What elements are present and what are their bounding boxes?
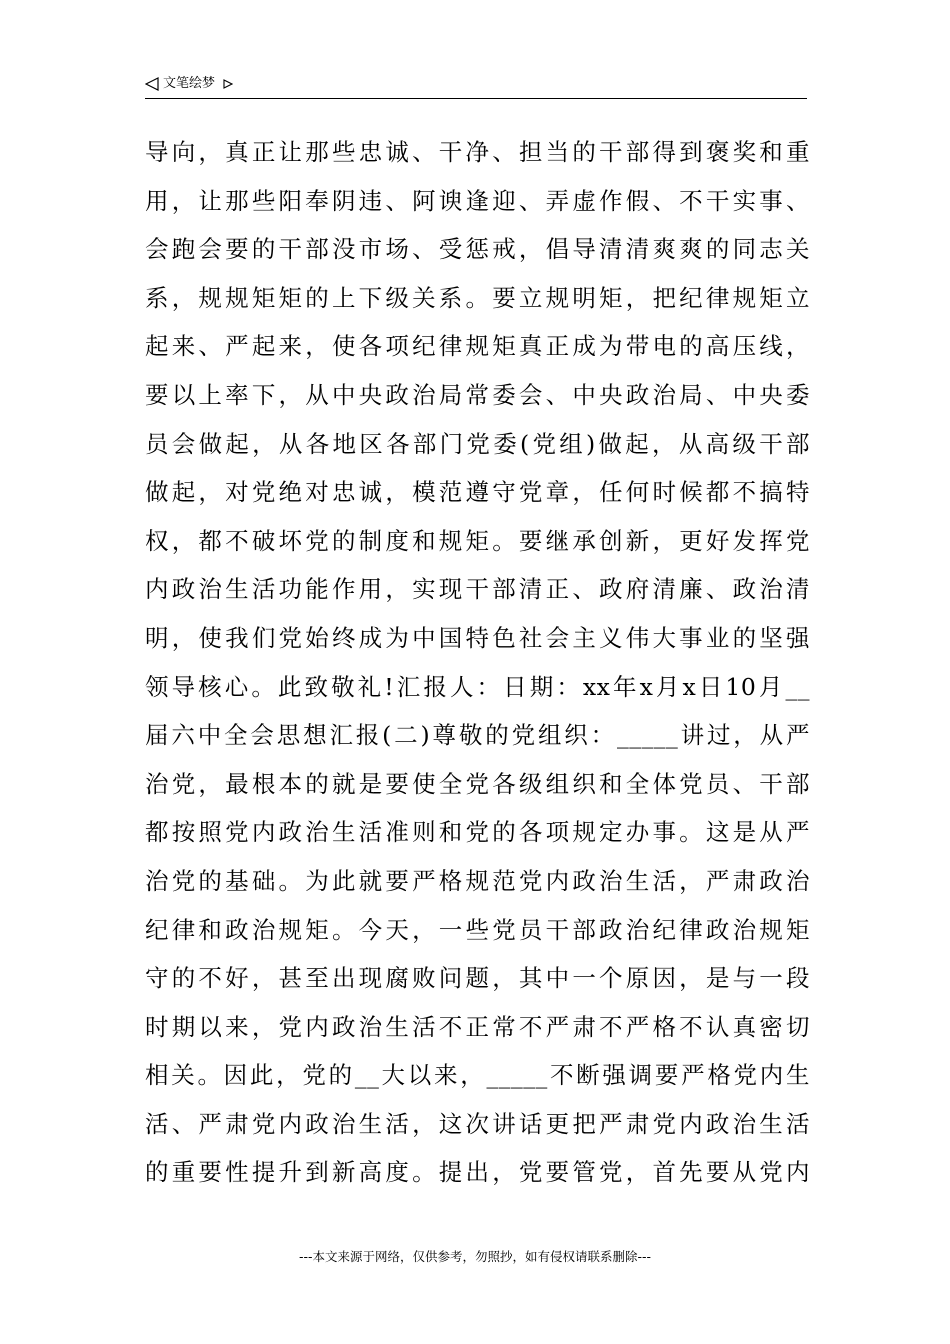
document-body — [145, 128, 810, 1197]
body-line: 权，都不破坏党的制度和规矩。要继承创新，更好发挥党 — [145, 526, 810, 555]
body-line: 治党的基础。为此就要严格规范党内政治生活，严肃政治 — [145, 866, 810, 895]
body-line: 的重要性提升到新高度。提出，党要管党，首先要从党内 — [145, 1158, 810, 1187]
body-line: 届六中全会思想汇报(二)尊敬的党组织：_____讲过，从严 — [145, 721, 810, 750]
body-line: 明，使我们党始终成为中国特色社会主义伟大事业的坚强 — [145, 623, 810, 652]
body-line: 都按照党内政治生活准则和党的各项规定办事。这是从严 — [145, 818, 810, 847]
body-line: 守的不好，甚至出现腐败问题，其中一个原因，是与一段 — [145, 964, 810, 993]
body-line: 治党，最根本的就是要使全党各级组织和全体党员、干部 — [145, 769, 810, 798]
body-line: 起来、严起来，使各项纪律规矩真正成为带电的高压线， — [145, 332, 810, 361]
body-line: 领导核心。此致敬礼!汇报人：日期：xx年x月x日10月__ — [145, 672, 810, 701]
page-footer: ---本文来源于网络，仅供参考，勿照抄，如有侵权请联系删除--- — [298, 1249, 652, 1264]
body-line: 内政治生活功能作用，实现干部清正、政府清廉、政治清 — [145, 575, 810, 604]
page-header — [145, 72, 807, 99]
body-line: 系，规规矩矩的上下级关系。要立规明矩，把纪律规矩立 — [145, 283, 810, 312]
body-line: 要以上率下，从中央政治局常委会、中央政治局、中央委 — [145, 380, 810, 409]
body-line: 会跑会要的干部没市场、受惩戒，倡导清清爽爽的同志关 — [145, 235, 810, 264]
body-line: 时期以来，党内政治生活不正常不严肃不严格不认真密切 — [145, 1012, 810, 1041]
body-line: 活、严肃党内政治生活，这次讲话更把严肃党内政治生活 — [145, 1109, 810, 1138]
brand-label: 文笔绘梦 — [163, 76, 216, 91]
body-line: 用，让那些阳奉阴违、阿谀逢迎、弄虚作假、不干实事、 — [145, 186, 810, 215]
triangle-right-icon — [223, 79, 233, 89]
header-brand — [145, 74, 233, 94]
body-line: 相关。因此，党的__大以来，_____不断强调要严格党内生 — [145, 1061, 810, 1090]
body-line: 做起，对党绝对忠诚，模范遵守党章，任何时候都不搞特 — [145, 478, 810, 507]
body-line: 导向，真正让那些忠诚、干净、担当的干部得到褒奖和重 — [145, 138, 810, 166]
body-line: 员会做起，从各地区各部门党委(党组)做起，从高级干部 — [145, 429, 810, 458]
triangle-left-icon — [145, 77, 159, 91]
body-line: 纪律和政治规矩。今天，一些党员干部政治纪律政治规矩 — [145, 915, 810, 944]
